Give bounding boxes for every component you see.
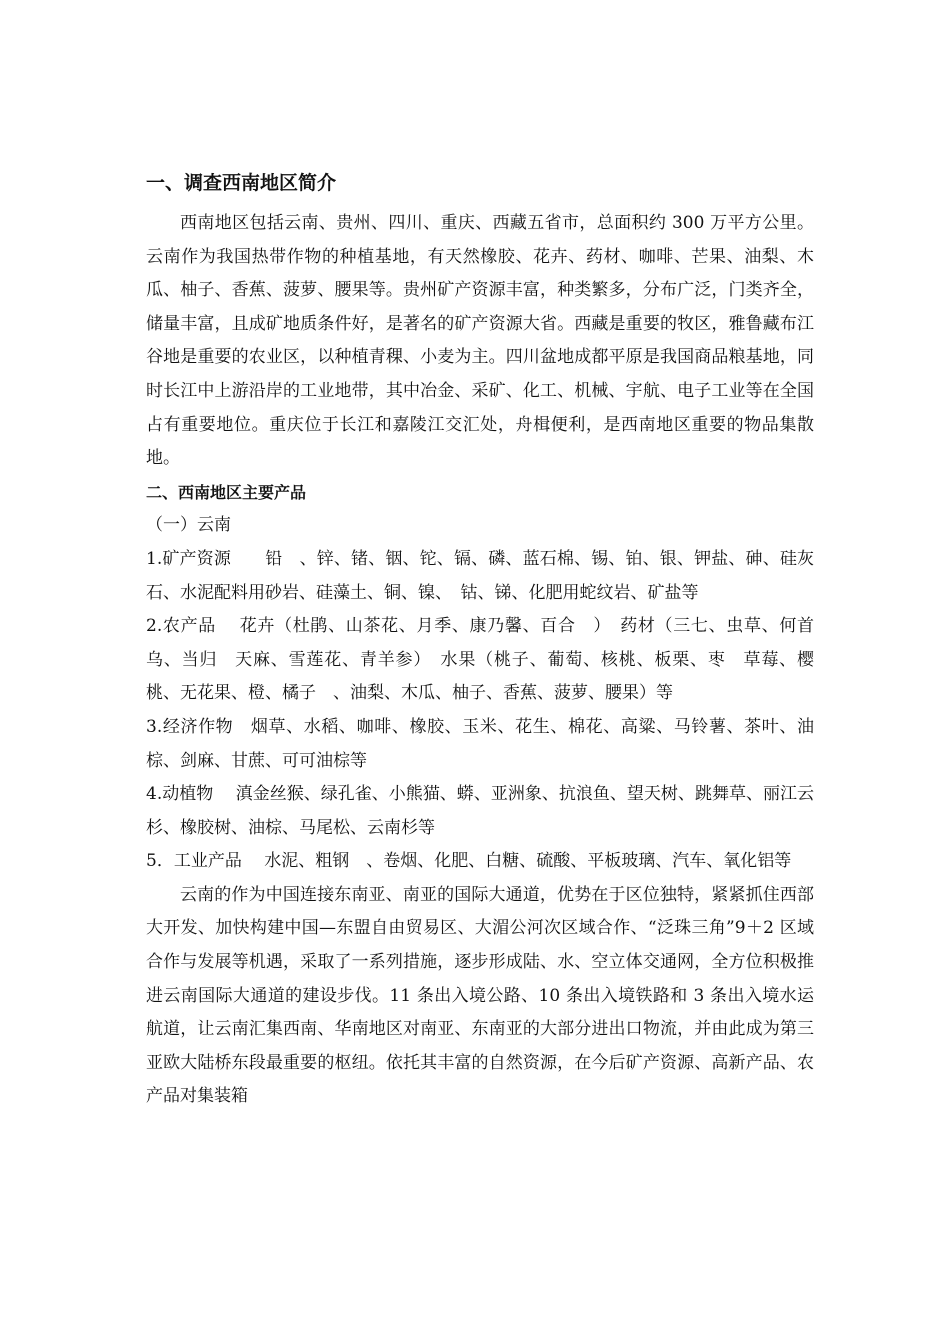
list-item-flora-fauna: 4.动植物 滇金丝猴、绿孔雀、小熊猫、蟒、亚洲象、抗浪鱼、望天树、跳舞草、丽江云杉、橡胶树、油棕、马尾松、云南杉等 (146, 784, 814, 838)
section-1-heading: 一、调查西南地区简介 (146, 172, 337, 194)
list-item-industrial: 5．工业产品 水泥、粗钢 、卷烟、化肥、白糖、硫酸、平板玻璃、汽车、氧化铝等 (146, 851, 792, 872)
list-item-agriculture: 2.农产品 花卉（杜鹃、山茶花、月季、康乃馨、百合 ） 药材（三七、虫草、何首乌、当归 天麻、雪莲花、青羊参） 水果（桃子、葡萄、核桃、板栗、枣 草莓、樱桃、无花果、橙、橘子 、油梨、木瓜、柚子、香蕉、菠萝、腰果）等 (146, 616, 814, 704)
closing-paragraph: 云南的作为中国连接东南亚、南亚的国际大通道，优势在于区位独特，紧紧抓住西部大开发、加快构建中国—东盟自由贸易区、大湄公河次区域合作、“泛珠三角”9＋2 区域合作与发展等机遇，采取了一系列措施，逐步形成陆、水、空立体交通网，全方位积极推进云南国际大通道的建设步伐。11 条出入境公路、10 条出入境铁路和 3 条出入境水运航道，让云南汇集西南、华南地区对南亚、东南亚的大部分进出口物流，并由此成为第三亚欧大陆桥东段最重要的枢纽。依托其丰富的自然资源，在今后矿产资源、高新产品、农产品对集装箱 (146, 884, 814, 1107)
list-item-cash-crops: 3.经济作物 烟草、水稻、咖啡、橡胶、玉米、花生、棉花、高粱、马铃薯、茶叶、油棕、剑麻、甘蔗、可可油棕等 (146, 716, 814, 771)
section-2-heading: 二、西南地区主要产品 (146, 482, 307, 502)
list-item-minerals: 1.矿产资源 铅 、锌、锗、铟、铊、镉、磷、蓝石棉、锡、铂、银、钾盐、砷、硅灰石、水泥配料用砂岩、硅藻土、铜、镍、 钴、锑、化肥用蛇纹岩、矿盐等 (146, 548, 814, 603)
document-body (146, 170, 814, 1114)
section-1-paragraph: 西南地区包括云南、贵州、四川、重庆、西藏五省市，总面积约 300 万平方公里。云南作为我国热带作物的种植基地，有天然橡胶、花卉、药材、咖啡、芒果、油梨、木瓜、柚子、香蕉、菠萝、腰果等。贵州矿产资源丰富，种类繁多，分布广泛，门类齐全，储量丰富，且成矿地质条件好，是著名的矿产资源大省。西藏是重要的牧区，雅鲁藏布江谷地是重要的农业区，以种植青稞、小麦为主。四川盆地成都平原是我国商品粮基地，同时长江中上游沿岸的工业地带，其中冶金、采矿、化工、机械、宇航、电子工业等在全国占有重要地位。重庆位于长江和嘉陵江交汇处，舟楫便利，是西南地区重要的物品集散地。 (146, 213, 814, 469)
section-2-subheading: （一）云南 (146, 515, 231, 536)
